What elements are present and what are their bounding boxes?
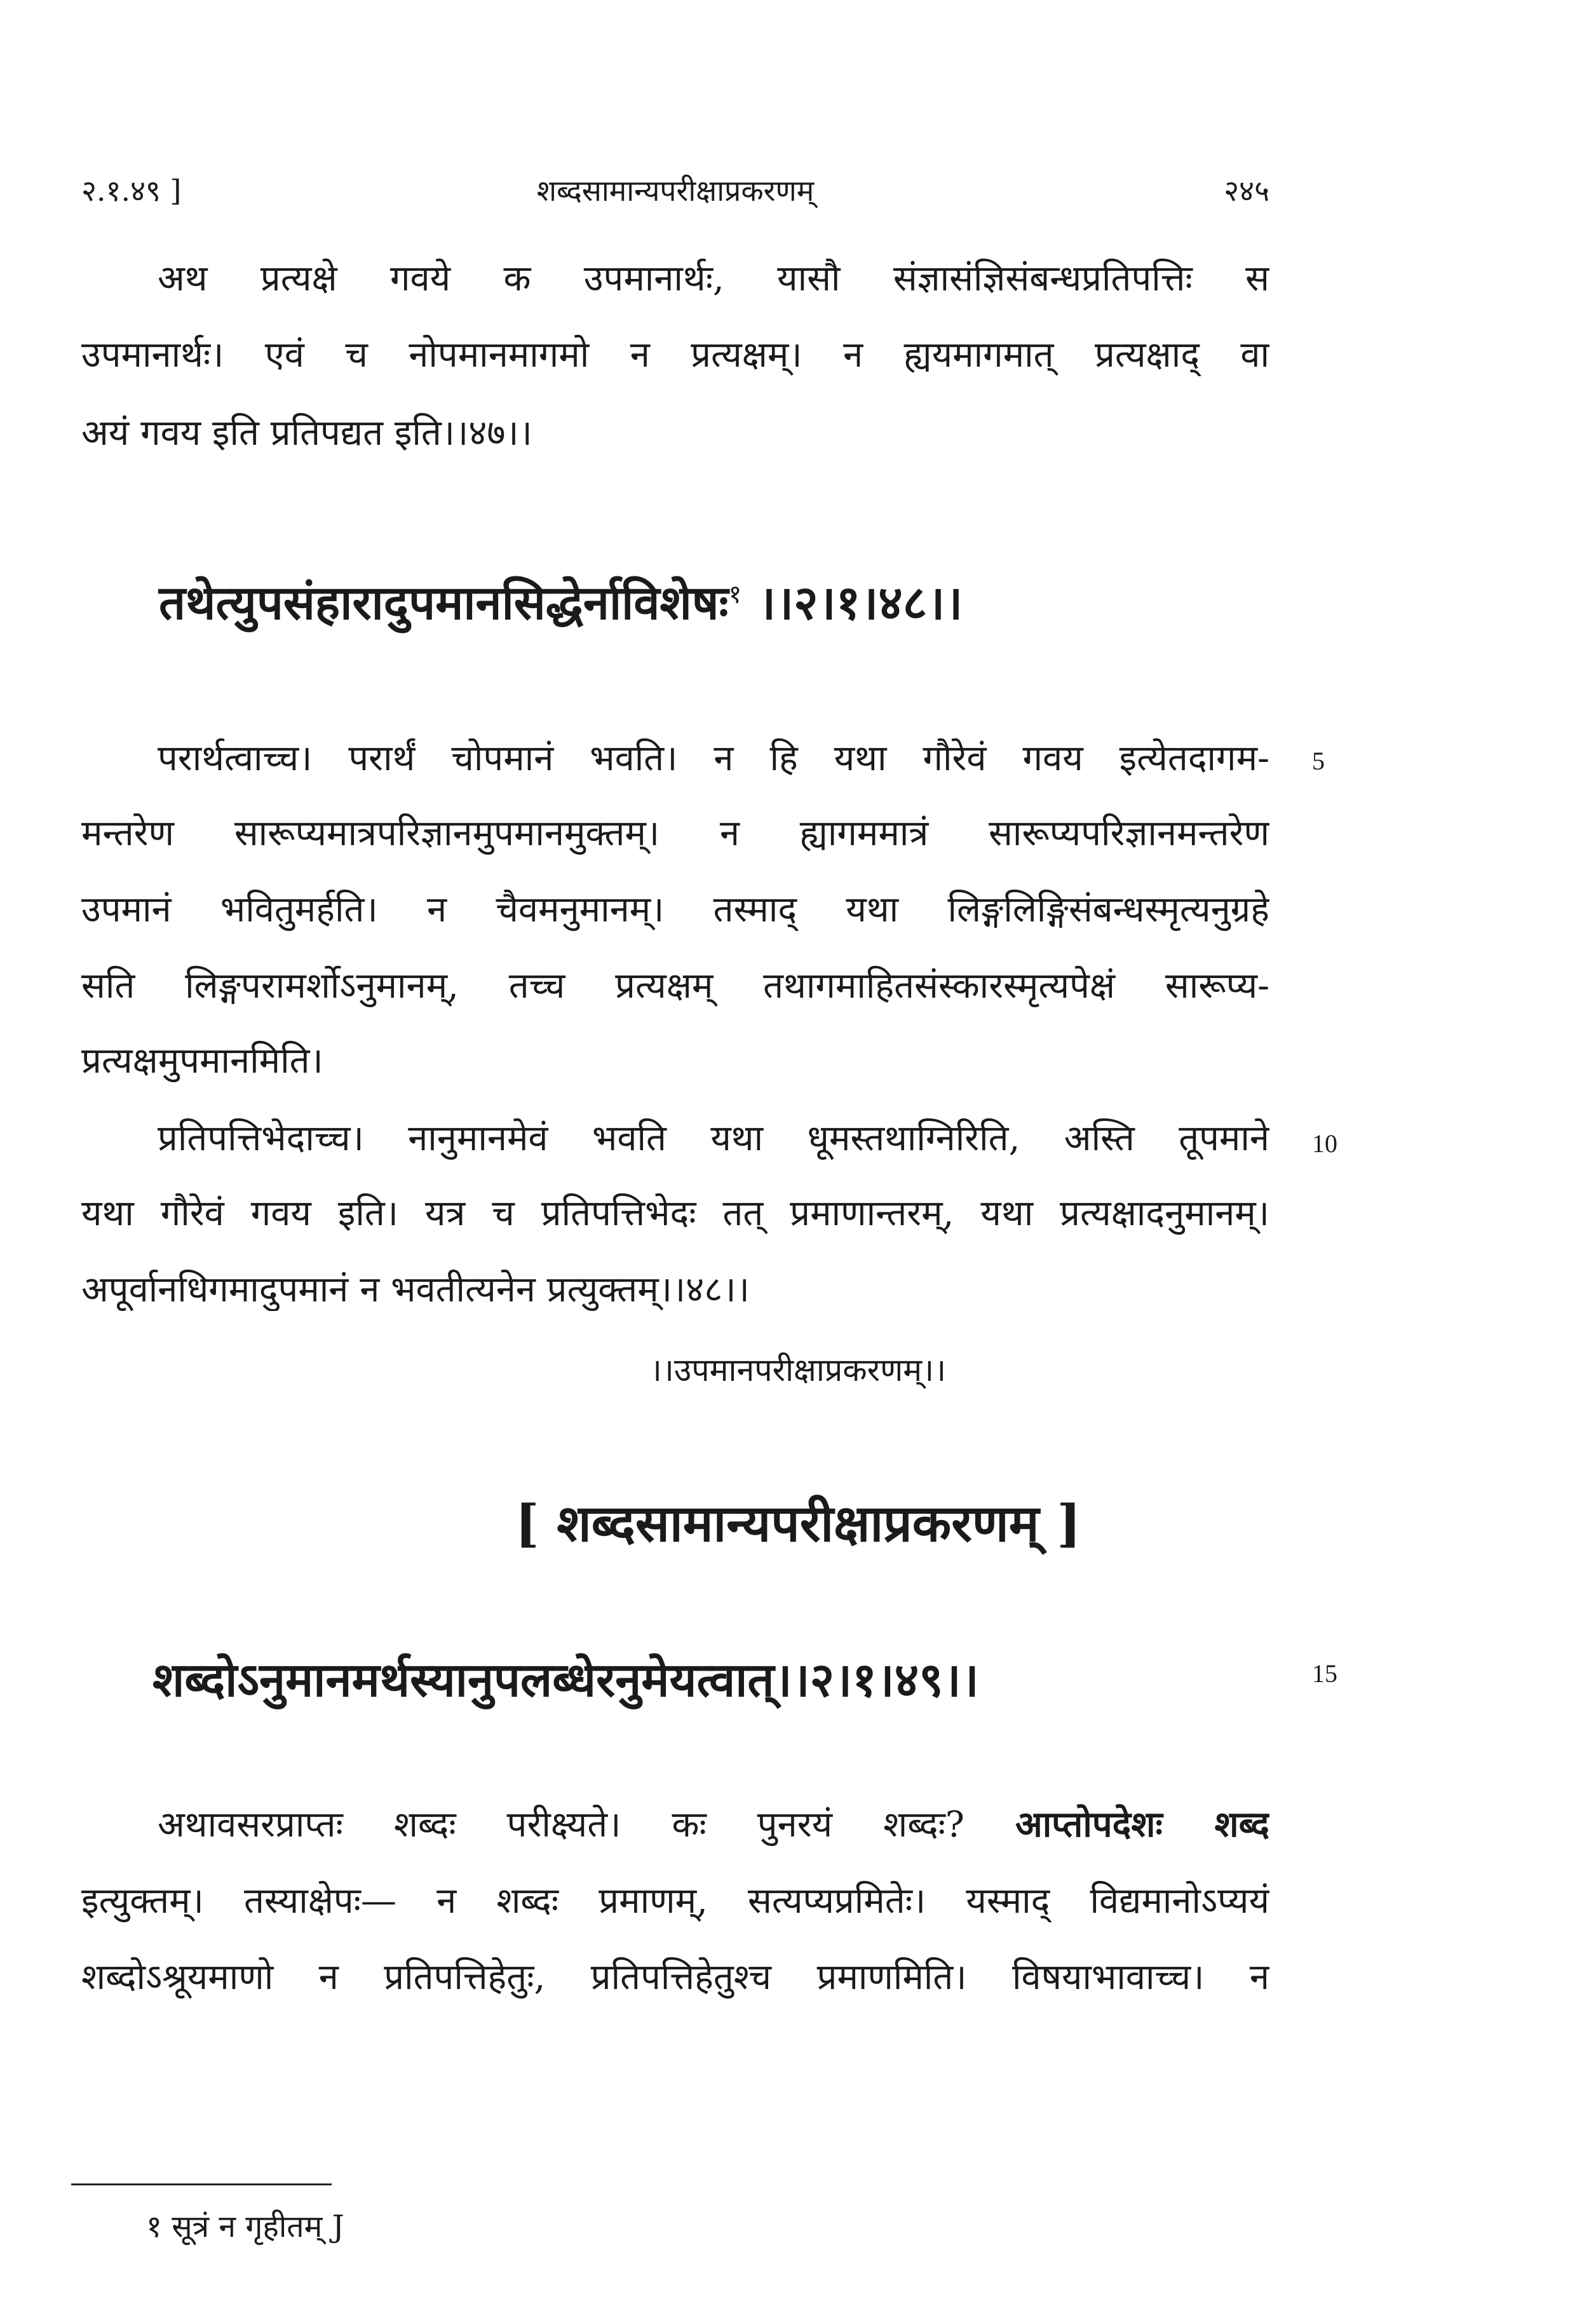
para3-line: यथा गौरेवं गवय इति। यत्र च प्रतिपत्तिभेदः तत् प्रमाणान्तरम्, यथा प्रत्यक्षादनुमानम्। xyxy=(81,1193,1269,1234)
line-number: 5 xyxy=(1312,747,1325,775)
sutra-48-text: तथेत्युपसंहारादुपमानसिद्धेर्नाविशेषः xyxy=(159,576,729,630)
para2-line: मन्तरेण सारूप्यमात्रपरिज्ञानमुपमानमुक्तम्। न ह्यागममात्रं सारूप्यपरिज्ञानमन्तरेण xyxy=(81,813,1269,854)
line-number: 10 xyxy=(1312,1129,1337,1158)
para2-line: परार्थत्वाच्च। परार्थं चोपमानं भवति। न हि यथा गौरेवं गवय इत्येतदागम- xyxy=(158,738,1269,779)
para3-line: प्रतिपत्तिभेदाच्च। नानुमानमेवं भवति यथा धूमस्तथाग्निरिति, अस्ति तूपमाने xyxy=(158,1118,1269,1159)
footnote-rule xyxy=(71,2183,332,2185)
para4-line1-bold: आप्तोपदेशः शब्द xyxy=(1015,1803,1269,1845)
para4-line xyxy=(81,1803,1269,1846)
header-chapter-title: शब्दसामान्यपरीक्षाप्रकरणम् xyxy=(536,173,815,208)
para2-line: प्रत्यक्षमुपमानमिति। xyxy=(81,1040,323,1082)
para2-line: सति लिङ्गपरामर्शोऽनुमानम्, तच्च प्रत्यक्षम् तथागमाहितसंस्कारस्मृत्यपेक्षं सारूप्य- xyxy=(81,965,1269,1007)
sutra-48-number: ।।२।१।४८।। xyxy=(741,576,963,630)
line-number: 15 xyxy=(1312,1659,1337,1688)
para2-line: उपमानं भवितुमर्हति। न चैवमनुमानम्। तस्माद् यथा लिङ्गलिङ्गिसंबन्धस्मृत्यनुग्रहे xyxy=(81,889,1269,930)
para3-line: अपूर्वानधिगमादुपमानं न भवतीत्यनेन प्रत्युक्तम्।।४८।। xyxy=(81,1269,750,1310)
page-number: २४५ xyxy=(1224,173,1269,208)
sutra-48 xyxy=(159,569,1277,633)
running-header xyxy=(81,170,1269,215)
para4-line1-text: अथावसरप्राप्तः शब्दः परीक्ष्यते। कः पुनरयं शब्दः? xyxy=(158,1804,1015,1845)
section-colophon: ।।उपमानपरीक्षाप्रकरणम्।। xyxy=(649,1352,947,1388)
section-title: [ शब्दसामान्यपरीक्षाप्रकरणम् ] xyxy=(515,1493,1081,1553)
footnote-marker: १ xyxy=(728,580,742,609)
header-sutra-ref: २.१.४९ ] xyxy=(81,173,182,208)
para1-line: अथ प्रत्यक्षे गवये क उपमानार्थः, यासौ संज्ञासंज्ञिसंबन्धप्रतिपत्तिः स xyxy=(158,258,1269,299)
para1-line: अयं गवय इति प्रतिपद्यत इति।।४७।। xyxy=(81,412,532,454)
footnote: १ सूत्रं न गृहीतम् J xyxy=(146,2209,344,2244)
sutra-49: शब्दोऽनुमानमर्थस्यानुपलब्धेरनुमेयत्वात्।।२।१।४९।। xyxy=(152,1653,979,1708)
para4-line: इत्युक्तम्। तस्याक्षेपः— न शब्दः प्रमाणम्, सत्यप्यप्रमितेः। यस्माद् विद्यमानोऽप्ययं xyxy=(81,1880,1269,1922)
para1-line: उपमानार्थः। एवं च नोपमानमागमो न प्रत्यक्षम्। न ह्ययमागमात् प्रत्यक्षाद् वा xyxy=(81,334,1269,376)
para4-line: शब्दोऽश्रूयमाणो न प्रतिपत्तिहेतुः, प्रतिपत्तिहेतुश्च प्रमाणमिति। विषयाभावाच्च। न xyxy=(81,1957,1269,1998)
